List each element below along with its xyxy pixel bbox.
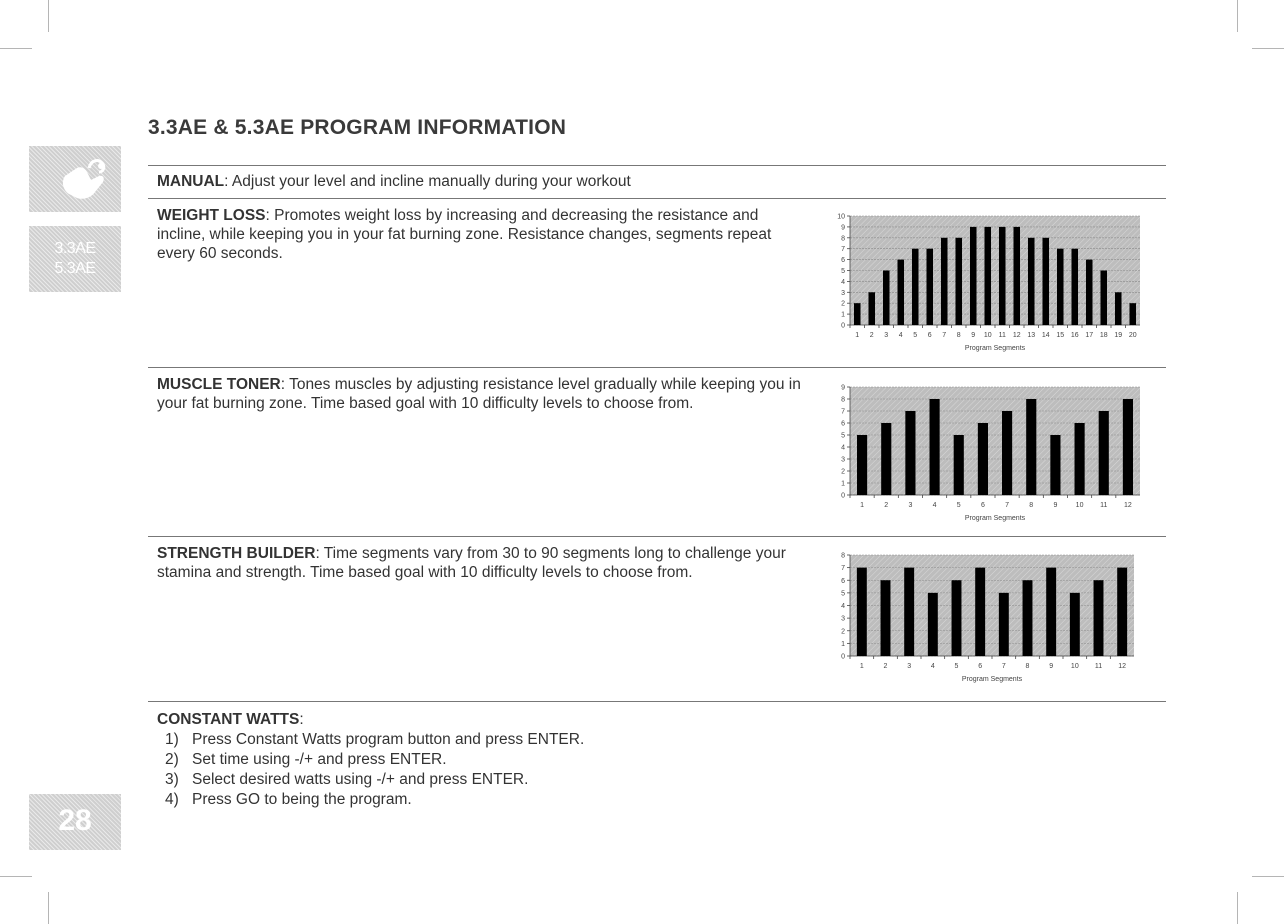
x-tick-label: 10 (983, 332, 992, 339)
y-tick-label: 8 (841, 552, 845, 560)
y-tick-label: 6 (841, 257, 845, 265)
strength-builder-chart-svg (830, 549, 1150, 699)
y-tick-label: 5 (841, 590, 845, 598)
strength-builder-section (157, 544, 817, 582)
x-tick-label: 20 (1128, 332, 1137, 339)
crop-mark (1237, 0, 1238, 32)
step-number: 1) (165, 731, 179, 748)
bar (1046, 568, 1056, 656)
bar (1028, 238, 1035, 325)
bar (978, 423, 988, 495)
crop-mark (1252, 48, 1284, 49)
x-tick-label: 7 (1005, 502, 1010, 509)
y-tick-label: 7 (841, 565, 845, 573)
bar (1013, 227, 1020, 325)
bar (955, 238, 962, 325)
y-tick-label: 7 (841, 246, 845, 254)
x-tick-label: 5 (954, 663, 959, 670)
y-tick-label: 0 (841, 653, 845, 661)
x-axis-title: Program Segments (964, 345, 1026, 352)
muscle-toner-section (157, 375, 817, 413)
step-number: 4) (165, 791, 179, 808)
x-tick-label: 17 (1085, 332, 1094, 339)
hand-pointing-icon (29, 146, 121, 212)
x-tick-label: 1 (860, 502, 865, 509)
x-tick-label: 8 (1025, 663, 1030, 670)
x-tick-label: 11 (998, 332, 1006, 339)
bar (904, 568, 914, 656)
y-tick-label: 8 (841, 396, 845, 404)
weight-loss-section (157, 206, 807, 263)
y-tick-label: 10 (837, 213, 845, 221)
x-tick-label: 8 (956, 332, 961, 339)
strength-builder-chart (830, 549, 1150, 699)
x-tick-label: 4 (932, 502, 937, 509)
y-tick-label: 5 (841, 432, 845, 440)
constant-watts-section (157, 710, 817, 729)
weight-loss-text: : Promotes weight loss by increasing and decreasing the resistance and incline, while keeping you in your fat burning zone. Resistance changes, segments repeat every 60 seconds. (157, 207, 772, 262)
x-tick-label: 10 (1075, 502, 1084, 509)
x-tick-label: 6 (978, 663, 983, 670)
x-tick-label: 4 (898, 332, 903, 339)
list-item (165, 750, 584, 770)
section-divider (148, 367, 1166, 368)
x-tick-label: 1 (855, 332, 860, 339)
bar (1002, 411, 1012, 495)
muscle-toner-text: : Tones muscles by adjusting resistance level gradually while keeping you in your fat burning zone. Time based goal with 10 difficulty levels to choose from. (157, 376, 801, 412)
step-number: 2) (165, 751, 179, 768)
bar (926, 249, 933, 325)
y-tick-label: 2 (841, 628, 845, 636)
x-tick-label: 6 (980, 502, 985, 509)
section-divider (148, 701, 1166, 702)
bar (905, 411, 915, 495)
x-axis-title: Program Segments (961, 676, 1023, 683)
x-tick-label: 2 (869, 332, 874, 339)
bar (1071, 249, 1078, 325)
bar (975, 568, 985, 656)
bar (883, 271, 890, 326)
crop-mark (1237, 892, 1238, 924)
strength-builder-label: STRENGTH BUILDER (157, 545, 316, 562)
section-divider (148, 165, 1166, 166)
bar (1070, 593, 1080, 656)
page-title: 3.3AE & 5.3AE PROGRAM INFORMATION (148, 116, 567, 139)
weight-loss-chart-svg (830, 210, 1150, 360)
y-tick-label: 1 (841, 480, 845, 488)
bar (999, 593, 1009, 656)
bar (954, 435, 964, 495)
bar (1099, 411, 1109, 495)
list-item (165, 730, 584, 750)
bar (857, 568, 867, 656)
bar (984, 227, 991, 325)
side-tab-line-1: 3.3AE (54, 240, 96, 257)
section-divider (148, 198, 1166, 199)
x-tick-label: 9 (971, 332, 976, 339)
bar (857, 435, 867, 495)
x-tick-label: 9 (1053, 502, 1058, 509)
x-tick-label: 3 (884, 332, 889, 339)
bar (1023, 580, 1033, 656)
crop-mark (0, 48, 32, 49)
y-tick-label: 6 (841, 420, 845, 428)
x-tick-label: 19 (1114, 332, 1123, 339)
x-tick-label: 11 (1100, 502, 1108, 509)
constant-watts-colon: : (299, 711, 304, 728)
bar (912, 249, 919, 325)
crop-mark (48, 892, 49, 924)
y-tick-label: 5 (841, 268, 845, 275)
constant-watts-label: CONSTANT WATTS (157, 711, 300, 728)
step-text: Set time using -/+ and press ENTER. (192, 751, 447, 768)
x-tick-label: 7 (942, 332, 947, 339)
x-tick-label: 5 (913, 332, 918, 339)
list-item (165, 790, 584, 810)
step-number: 3) (165, 771, 179, 788)
y-tick-label: 6 (841, 577, 845, 585)
bar (970, 227, 977, 325)
y-tick-label: 9 (841, 384, 845, 392)
x-tick-label: 15 (1056, 332, 1065, 339)
page-number-block (29, 794, 121, 850)
crop-mark (1252, 876, 1284, 877)
y-tick-label: 2 (841, 300, 845, 308)
x-tick-label: 12 (1118, 663, 1127, 670)
y-tick-label: 4 (841, 444, 845, 452)
y-tick-label: 3 (841, 289, 845, 297)
y-tick-label: 1 (841, 311, 845, 319)
x-tick-label: 7 (1001, 663, 1006, 670)
strength-builder-text: : Time segments vary from 30 to 90 segments long to challenge your stamina and strength. Time based goal with 10 difficulty levels to choose from. (157, 545, 786, 581)
x-tick-label: 12 (1012, 332, 1021, 339)
x-tick-label: 18 (1099, 332, 1108, 339)
bar (1042, 238, 1049, 325)
bar (1086, 260, 1093, 325)
y-tick-label: 4 (841, 278, 845, 286)
bar (854, 303, 861, 325)
bar (1100, 271, 1107, 326)
side-icon-block (29, 146, 121, 212)
muscle-toner-chart (830, 381, 1150, 531)
constant-watts-steps (165, 730, 584, 810)
bar (1115, 292, 1122, 325)
bar (952, 580, 962, 656)
x-tick-label: 3 (908, 502, 913, 509)
bar (928, 593, 938, 656)
y-tick-label: 0 (841, 492, 845, 500)
side-model-tab (29, 226, 121, 292)
x-tick-label: 14 (1041, 332, 1050, 339)
bar (930, 399, 940, 495)
x-tick-label: 9 (1049, 663, 1054, 670)
weight-loss-chart (830, 210, 1150, 360)
side-tab-line-2: 5.3AE (54, 260, 96, 277)
manual-section (157, 172, 1057, 191)
manual-label: MANUAL (157, 173, 225, 190)
bar (941, 238, 948, 325)
bar (1050, 435, 1060, 495)
bar (1075, 423, 1085, 495)
x-tick-label: 16 (1070, 332, 1079, 339)
x-tick-label: 11 (1094, 663, 1103, 670)
muscle-toner-chart-svg (830, 381, 1150, 531)
step-text: Select desired watts using -/+ and press ENTER. (192, 771, 529, 788)
weight-loss-label: WEIGHT LOSS (157, 207, 266, 224)
bar (999, 227, 1006, 325)
crop-mark (0, 876, 32, 877)
y-tick-label: 3 (841, 456, 845, 464)
x-tick-label: 12 (1124, 502, 1132, 509)
bar (1026, 399, 1036, 495)
manual-text: : Adjust your level and incline manually during your workout (224, 173, 631, 190)
y-tick-label: 1 (841, 640, 845, 648)
step-text: Press Constant Watts program button and press ENTER. (192, 731, 585, 748)
y-tick-label: 3 (841, 615, 845, 623)
muscle-toner-label: MUSCLE TONER (157, 376, 281, 393)
crop-mark (48, 0, 49, 32)
x-tick-label: 2 (884, 502, 889, 509)
plot-area (850, 387, 1140, 495)
list-item (165, 770, 584, 790)
bar (1094, 580, 1104, 656)
x-tick-label: 10 (1070, 663, 1079, 670)
bar (881, 580, 891, 656)
bar (1057, 249, 1064, 325)
step-text: Press GO to being the program. (192, 791, 412, 808)
y-tick-label: 2 (841, 468, 845, 476)
x-tick-label: 13 (1027, 332, 1036, 339)
bar (1129, 303, 1136, 325)
x-tick-label: 1 (859, 663, 864, 670)
bar (1123, 399, 1133, 495)
bar (881, 423, 891, 495)
x-tick-label: 8 (1029, 502, 1034, 509)
x-tick-label: 4 (930, 663, 935, 670)
x-tick-label: 6 (927, 332, 932, 339)
bar (868, 292, 875, 325)
y-tick-label: 0 (841, 322, 845, 330)
bar (897, 260, 904, 325)
x-tick-label: 2 (883, 663, 888, 670)
x-axis-title: Program Segments (964, 515, 1026, 522)
x-tick-label: 3 (907, 663, 912, 670)
y-tick-label: 4 (841, 603, 845, 610)
y-tick-label: 9 (841, 224, 845, 232)
x-tick-label: 5 (956, 502, 961, 509)
section-divider (148, 536, 1166, 537)
page-number: 28 (58, 804, 92, 837)
y-tick-label: 7 (841, 408, 845, 416)
bar (1117, 568, 1127, 656)
y-tick-label: 8 (841, 235, 845, 243)
